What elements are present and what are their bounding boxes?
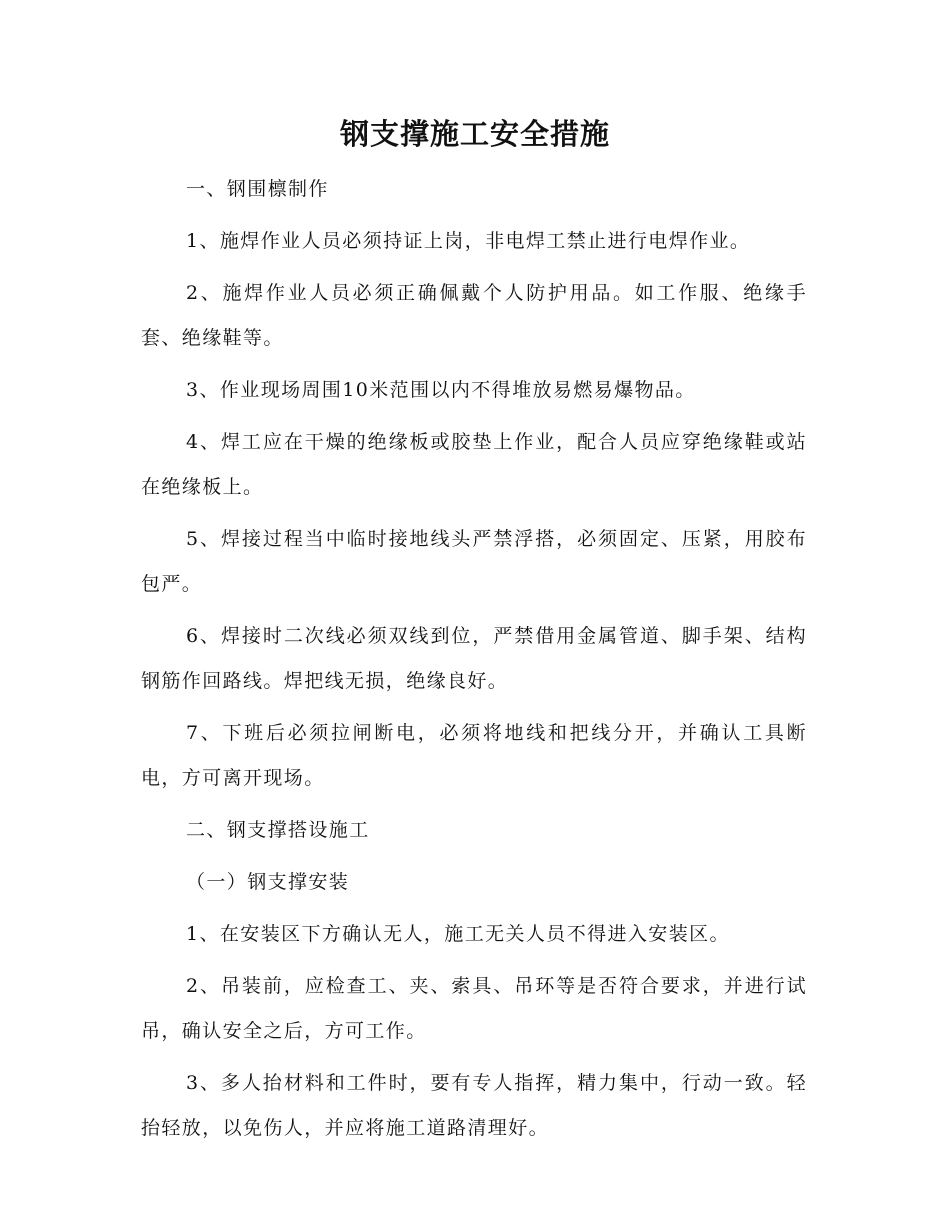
paragraph-item: 3、多人抬材料和工件时，要有专人指挥，精力集中，行动一致。轻抬轻放，以免伤人，并应将施工道路清理好。: [141, 1072, 807, 1139]
paragraph-item: 1、施焊作业人员必须持证上岗，非电焊工禁止进行电焊作业。: [186, 230, 751, 252]
page-title: 钢支撑施工安全措施: [339, 117, 610, 151]
paragraph-item: 2、施焊作业人员必须正确佩戴个人防护用品。如工作服、绝缘手套、绝缘鞋等。: [141, 282, 807, 349]
paragraph-item: 6、焊接时二次线必须双线到位，严禁借用金属管道、脚手架、结构钢筋作回路线。焊把线无损，绝缘良好。: [141, 625, 807, 692]
document-body: [141, 167, 807, 1158]
paragraph-item: 1、在安装区下方确认无人，施工无关人员不得进入安装区。: [186, 923, 730, 945]
paragraph-item: 3、作业现场周围10米范围以内不得堆放易燃易爆物品。: [186, 379, 696, 401]
subsection-heading: （一）钢支撑安装: [186, 871, 350, 893]
section-heading-1: 一、钢围檩制作: [186, 178, 329, 200]
paragraph-item: 5、焊接过程当中临时接地线头严禁浮搭，必须固定、压紧，用胶布包严。: [141, 528, 807, 595]
paragraph-item: 2、吊装前，应检查工、夹、索具、吊环等是否符合要求，并进行试吊，确认安全之后，方可工作。: [141, 975, 807, 1042]
paragraph-item: 4、焊工应在干燥的绝缘板或胶垫上作业，配合人员应穿绝缘鞋或站在绝缘板上。: [141, 431, 807, 498]
paragraph-item: 7、下班后必须拉闸断电，必须将地线和把线分开，并确认工具断电，方可离开现场。: [141, 722, 807, 789]
section-heading-2: 二、钢支撑搭设施工: [186, 819, 370, 841]
